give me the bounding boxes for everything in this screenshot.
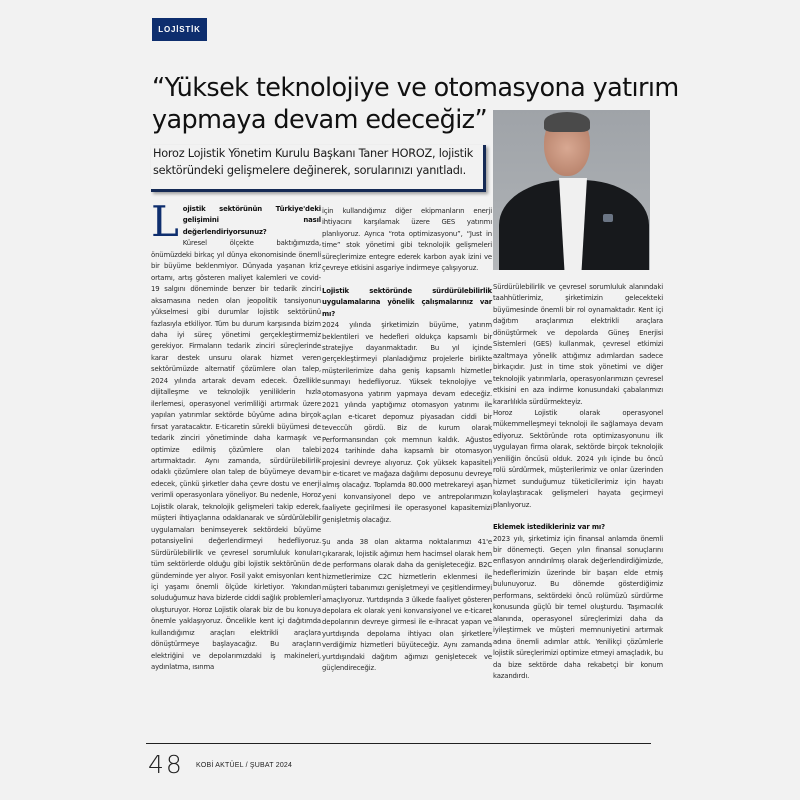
portrait-photo	[493, 110, 650, 270]
article-intro: Horoz Lojistik Yönetim Kurulu Başkanı Taner HOROZ, lojistik sektöründeki gelişmelere değinerek, sorularınızı yanıtladı.	[151, 145, 486, 192]
question-3: Eklemek istedikleriniz var mı?	[493, 523, 605, 532]
article-column-2	[322, 206, 492, 675]
magazine-issue-label: KOBİ AKTÜEL / ŞUBAT 2024	[196, 762, 293, 769]
answer-1-continued: için kullandığımız diğer ekipmanların enerji ihtiyacını karşılamak üzere GES yatırımı planlıyoruz. Ayrıca “rota optimizasyonu”, “Just in time” stok yönetimi gibi teknolojik gelişmeleri süreçlerimize entegre ederek karbon ayak izini ve çevreye etkisini asgariye indirmeye çalışıyoruz.	[322, 207, 492, 273]
section-tag: LOJİSTİK	[152, 18, 207, 41]
photo-pocket-square	[603, 214, 613, 222]
article-column-3	[493, 282, 663, 682]
footer-rule	[146, 743, 651, 744]
answer-2-paragraph-4: Horoz Lojistik olarak operasyonel mükemmelleşmeyi teknoloji ile sağlamaya devam ediyoruz. Sektöründe rota optimizasyonunu ilk uygulayan firma olarak, sektörde birçok teknolojik yeniliğin öncüsü olduk. 2024 yılı içinde bu öncü rolü sürdürmek, müşterilerimiz ve onlar üzerinden hizmet sunduğumuz tüketicilerimiz için hayatı kolaylaştıracak gelişmeleri hayata geçirmeyi planlıyoruz.	[493, 408, 663, 509]
answer-1: Küresel ölçekte baktığımızda, önümüzdeki birkaç yıl dünya ekonomisinde önemli bir büyüme beklenmiyor. Dünyada yaşanan kriz ortamı, artış gösteren maliyet kalemleri ve covid-19 salgını döneminde benzer bir tedarik zinciri aksamasına neden olan jeopolitik tansiyonun yükselmesi gibi durumlar lojistik sektörünü fazlasıyla etkiliyor. Tüm bu durum karşısında bizim daha iyi süreç yönetimi gerçekleştirmemiz gerekiyor. Firmaların tedarik zinciri süreçlerinde karar destek unsuru olarak hizmet veren sektörümüzde alternatif çözümlere olan talep, 2024 yılında artarak devam edecek. Özellikle dijitalleşme ve teknolojik yeniliklerin hızla ilerlemesi, operasyonel verimliliği artırmak üzere yapılan yatırımlar sektörde büyüme adına birçok fırsat yaratacaktır. E-ticaretin sürekli büyümesi de tedarik zinciri yönetiminde daha karmaşık ve optimize edilmiş çözümlere olan talebi artırmaktadır. Aynı zamanda, sürdürülebilirlik odaklı çözümlere olan talep de büyümeye devam edecek, çünkü şirketler daha çevre dostu ve enerji verimli operasyonlara yöneliyor. Bu nedenle, Horoz Lojistik olarak, teknolojik gelişmeleri takip ederek, müşteri ihtiyaçlarına odaklanarak ve sürdürülebilir uygulamaları benimseyerek sektördeki büyüme potansiyelini değerlendirmeyi hedefliyoruz. Sürdürülebilirlik ve çevresel sorumluluk konuları tüm sektörlerde olduğu gibi lojistik sektörünün de gündeminde yer alıyor. Fosil yakıt emisyonları kent içi yaşamı önemli ölçüde kirletiyor. Yakından soluduğumuz hava bizlerde ciddi sağlık problemleri oluşturuyor. Horoz Lojistik olarak biz de bu konuya önemle yaklaşıyoruz. Öncelikle kent içi dağıtımda kullandığımız araçları elektrikli araçlara dönüştürmeye başlayacağız. Bu araçların elektriğini ve depolarımızdaki iş makineleri, aydınlatma, ısınma	[151, 239, 321, 672]
question-1: ojistik sektörünün Türkiye'deki gelişimini nasıl değerlendiriyorsunuz?	[182, 205, 321, 236]
page-number: 48	[148, 750, 184, 779]
answer-2-paragraph-2: Şu anda 38 olan aktarma noktalarımızı 41'e çıkararak, lojistik ağımızı hem hacimsel olarak hem de performans olarak daha da genişleteceğiz. B2C hizmetlerimize C2C hizmetlerin eklenmesi ile müşteri tabanımızı genişletmeyi ve çeşitlendirmeyi amaçlıyoruz. Yurtdışında 3 ülkede faaliyet gösteren depolara ek olarak yeni konvansiyonel ve e-ticaret depolarının devreye girmesi ile e-ihracat yapan ve yurtdışında depolama ihtiyacı olan şirketlere verdiğimiz hizmetleri büyüteceğiz. Aynı zamanda yurtdışındaki dağıtım ağımızı genişletecek ve güçlendireceğiz.	[322, 538, 492, 673]
answer-2-paragraph-1: 2024 yılında şirketimizin büyüme, yatırım beklentileri ve hedefleri oldukça kapsamlı bir stratejiye dayanmaktadır. Bu yıl içinde gerçekleştirmeyi planladığımız projelerle birlikte müşterilerimize daha geniş kapsamlı hizmetler sunmayı hedefliyoruz. Yüksek teknolojiye ve otomasyona yatırım yapmaya devam edeceğiz. 2021 yılında yaptığımız otomasyon yatırımı ile açılan e-ticaret depomuz piyasadan ciddi bir teveccüh gördü. Biz de kurum olarak Performansından çok memnun kaldık. Ağustos 2024 tarihinde daha kapsamlı bir otomasyon projesini devreye alıyoruz. Çok yüksek kapasiteli bir e-ticaret ve mağaza dağılımı deposunu devreye almış olacağız. Toplamda 80.000 metrekareyi aşan yeni konvansiyonel depo ve antrepolarımızın faaliyete geçirilmesi ile operasyonel kapasitemizi genişletmiş olacağız.	[322, 321, 492, 524]
answer-3: 2023 yılı, şirketimiz için finansal anlamda önemli bir dönemeçti. Geçen yılın finansal sonuçlarını enflasyon arındırılmış olarak değerlendirdiğimizde, hedeflerimizin üzerinde bir başarı elde etmiş bulunuyoruz. Bu dönemde gösterdiğimiz performans, sektördeki öncü rolümüzü sürdürme konusunda güçlü bir temel oluşturdu. Taşımacılık alanında, operasyonel süreçlerimizi daha da iyileştirmek ve müşteri memnuniyetini artırmak adına önemli adımlar attık. Yenilikçi çözümlerle lojistik süreçlerimizi optimize etmeyi amaçladık, bu da bize sektörde daha rekabetçi bir konum kazandırdı.	[493, 534, 663, 680]
answer-2-paragraph-3: Sürdürülebilirlik ve çevresel sorumluluk alanındaki taahhütlerimiz, şirketimizin gelecekteki büyümesinde önemli bir rol oynamaktadır. Kent içi dağıtım araçlarımızı elektrikli araçlara dönüştürmek ve depolarda Güneş Enerjisi Sistemleri (GES) kullanmak, çevresel etkimizi azaltmaya yönelik attığımız adımlardan sadece birkaçıdır. Just in time stok yönetimi ve diğer teknolojik yatırımlarla, operasyonlarımızın çevresel etkisini en aza indirme konusundaki çabalarımızı kararlılıkla sürdürmekteyiz.	[493, 283, 663, 406]
article-title: “Yüksek teknolojiye ve otomasyona yatırım yapmaya devam edeceğiz”	[152, 73, 679, 135]
question-2: Lojistik sektöründe sürdürülebilirlik uygulamalarına yönelik çalışmalarınız var mı?	[322, 286, 492, 318]
article-column-1	[151, 197, 321, 674]
drop-cap: L	[151, 197, 179, 246]
photo-hair	[544, 112, 590, 132]
